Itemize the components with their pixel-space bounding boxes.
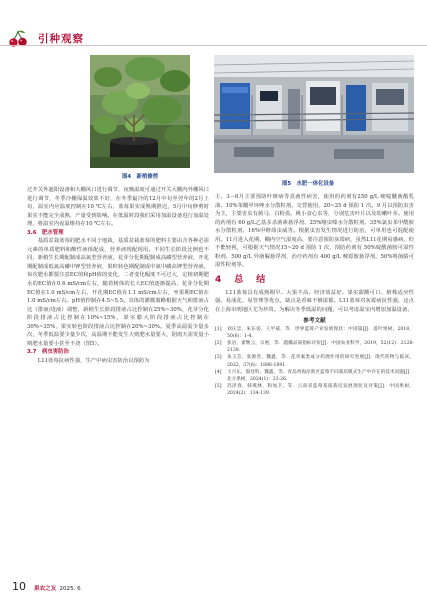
reference-item	[215, 326, 414, 340]
reference-item	[215, 369, 414, 383]
reference-text: 苏泽春，韩燕林，和加卫，等．云南省蓝莓基质栽培发展现状及对策[J]．中国果树，2024(2)：134-139.	[227, 383, 414, 396]
references-heading: 参考文献	[303, 317, 326, 324]
reference-text: 王兴东，殷登科，魏鑫，等．青岛西海岸新区蓝莓不同栽培模式生产中存在的技术问题[J]．北方果树，2024(1)：23-26.	[227, 369, 414, 382]
paragraph: 过开关外遮阳设备和大棚风口进行调节，夜晚温度可通过开关大棚内外棚风口进行调节，冬季冷棚保温效果不好，在冬季最冷的12月中旬至翌年的2月上旬，温室内应温度控制在10 ℃左右，蓝莓果实成熟期推迟，5月中旬修剪时果实不能完全成熟，产量受到影响。在低温时段我们采用加温设备进行加温处理，将温室内夜温维持在10 ℃左右。	[27, 187, 209, 228]
header-divider	[0, 45, 427, 46]
journal-name: 果农之友	[34, 586, 57, 592]
reference-text: 朱玉芸，张源善，魏鑫，等．花青素类成分药理作用的研究进展[J]．现代药物与临床，2022，37(8)：1886-1891.	[227, 355, 414, 368]
reference-number: [1]	[215, 327, 222, 333]
left-text-column	[27, 186, 209, 365]
reference-item	[215, 340, 414, 354]
paragraph: L11蓝莓具有成熟期早、大果丰高、经济效益好、果实甜酸可口、植株适应性强、易成花、易管理等优点，缺点是香味不够浓郁。L11蓝莓对灰霉病抗性强，这点在上海市明地区尤为珍贵。为解决冬季低温的问题，可以考虑温室内增加加温设备。	[215, 289, 414, 314]
journal-info	[34, 584, 81, 592]
reference-list	[215, 326, 414, 397]
right-text-column	[215, 193, 414, 397]
paragraph: L11蓝莓抗病性强，生产中病虫害防治以预防为	[37, 357, 150, 364]
page-number: 10	[12, 580, 26, 593]
subsection-heading-3-6: 3.6 肥水管理	[27, 229, 64, 236]
reference-item	[215, 383, 414, 397]
figure-4-caption: 图4 新梢修剪	[122, 174, 159, 180]
figure-5-caption: 图5 水肥一体化设备	[282, 181, 335, 187]
journal-issue: 2025. 6	[59, 586, 81, 592]
reference-number: [2]	[215, 341, 222, 347]
section-heading-4: 4 总 结	[215, 274, 268, 285]
paragraph: 基质盆栽蓝莓的肥水不同于地栽，基质盆栽蓝莓的肥料主要由含各种必需元素的单质肥料和酸性液体配成，营养液现配现用。不同生长阶段比例也不同，新梢生长期配制成高氮型营养液，花芽分化期配制成高磷型营养液，开花期配制成低氮高磷中钾型营养液，果粒转色期配制成中氮中磷高钾型营养液。每次肥水都要注意EC值和pH值的变化，二者变化幅度不可过大，定植初期肥水的EC值在0.6 mS/cm左右，随着树体的长大EC值逐渐提高，花芽分化期EC值在1.0 mS/cm左右，开花期EC值在1.1 mS/cm左右，坐果期EC值在1.0 mS/cm左右。pH值控制在4.5~5.5。其体的灌溉策略根据天气和排液占比（排液/进液）调整，新梢生长阶段排液占比控制在25%~30%，花芽分化阶段排液占比控制在10%~15%，果实膨大阶段排液占比控制在30%~35%，果实转色阶段排液占比控制在20%~30%。夏季高温需少量多次，冬季低温要少量少次，高温期不能发生大则肥水量要大，阴雨天需发量小则肥水量要小甚至不浇（图5）。	[27, 238, 209, 347]
section-title: 引种观察	[38, 33, 84, 45]
subsection-heading-3-7: 3.7 病虫害防治	[27, 349, 69, 356]
page-header	[0, 0, 427, 44]
reference-number: [3]	[215, 355, 222, 361]
figure-5-photo	[214, 55, 414, 173]
reference-number: [4]	[215, 369, 222, 375]
reference-text: 张岩，翟继云，宗惠，等．越橘品质指标评价[J]．中国农业科学，2019，52(12)：2128-2139.	[227, 341, 414, 354]
figure-4-photo	[90, 55, 190, 168]
paragraph: 主，3－6月主要预防叶斑病等真菌性病害，使用的药剂有250 g/L 嘧啶醚菌酯乳油、10%苯醚甲环唑水分散粒剂、交替使用，20~25 d 预防 1 次。9 月以预防虫害为主，主要害虫有蓟马、白粉虱、桃小食心虫等，分别危害叶片以及幼嫩叶芽。使用的药剂有 60 g/L乙基多杀菌素悬浮剂、25%噻虫嗪水分散粒剂、35%氯虫苯甲酰胺水分散粒剂、16%甲维茚虫威等。根据虫害发生情况进行防治，可单用也可混配使用。11月进入花期，棚内空气湿度高，要注意预防灰霉病，虽然L11花期易感病，但不能轻视，可根据天气情况15~20 d 预防 1 次，预防药剂有 50%啶酰菌胺可湿性粉剂、500 g/L 异菌脲悬浮剂，治疗药剂有 400 g/L 嘧霉胺悬浮剂、50%咯菌腈可湿性粉剂等。	[215, 194, 414, 269]
page-footer	[0, 575, 427, 599]
reference-number: [5]	[215, 383, 222, 389]
reference-item	[215, 354, 414, 368]
reference-text: 刘庆忠，朱东姿，王甲威，等．世界蓝莓产业发展现状：中国篇[J]．落叶果树，2018，50(6)：1-4.	[227, 327, 414, 340]
